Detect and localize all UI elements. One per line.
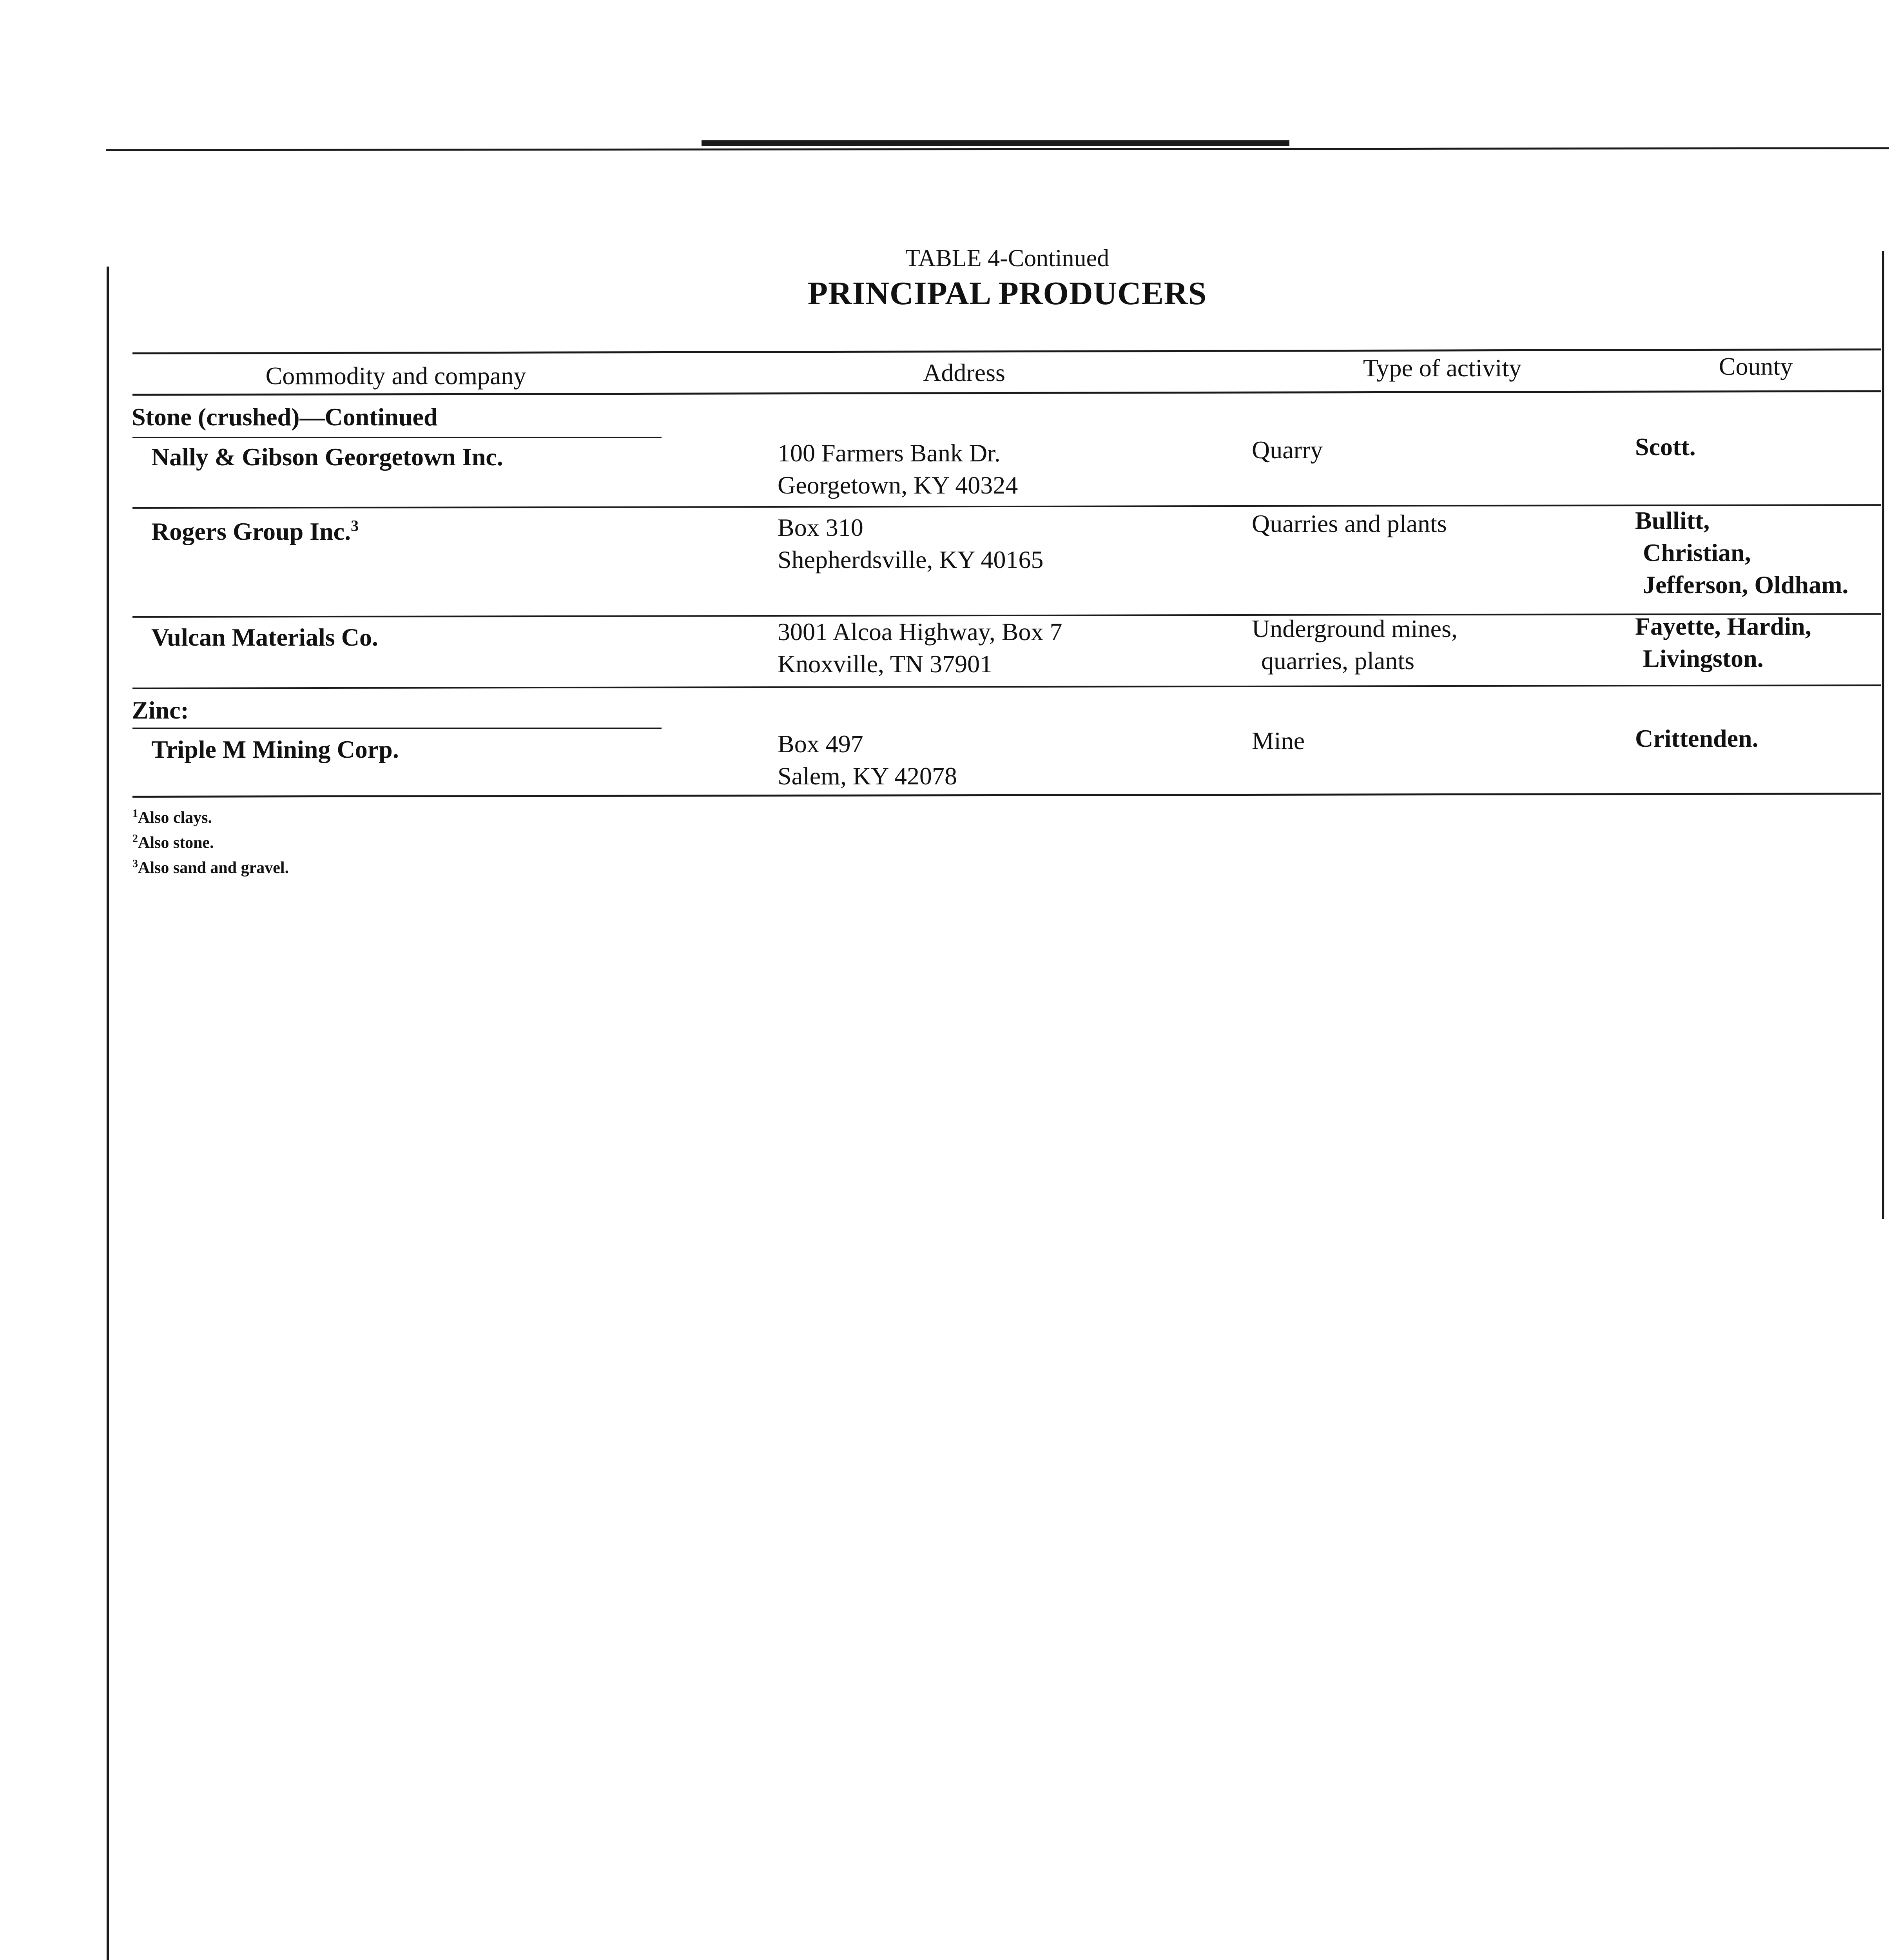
activity-line: Quarry [1252, 436, 1323, 464]
address-line: Shepherdsville, KY 40165 [778, 546, 1044, 573]
county-line: Christian, [1643, 539, 1751, 566]
column-header-activity: Type of activity [1363, 354, 1522, 382]
address-line: Knoxville, TN 37901 [778, 650, 993, 678]
address-line: Box 497 [778, 730, 863, 758]
right-margin-rule [1882, 251, 1884, 1219]
table-label: TABLE 4-Continued [905, 245, 1110, 272]
footnote-3: $^3$Also sand and gravel. [132, 858, 289, 877]
county-line: Scott. [1635, 433, 1696, 461]
category-underline [132, 437, 662, 438]
company-name: Rogers Group Inc.$^3$ [151, 517, 359, 545]
row-separator [132, 504, 1881, 509]
table-bottom-rule [132, 793, 1881, 798]
address-line: Salem, KY 42078 [778, 762, 957, 790]
column-header-bottom-rule [132, 390, 1881, 396]
header-rule-bold [702, 140, 1289, 146]
address-line: 3001 Alcoa Highway, Box 7 [778, 618, 1062, 646]
address-line: Box 310 [778, 514, 863, 541]
footnote-2: $^2$Also stone. [132, 833, 214, 852]
header-rule [106, 147, 1889, 151]
county-line: Fayette, Hardin, [1635, 612, 1811, 640]
category-stone-crushed: Stone (crushed)—Continued [132, 403, 438, 431]
row-separator [132, 684, 1881, 689]
company-name: Vulcan Materials Co. [151, 623, 378, 651]
address-line: 100 Farmers Bank Dr. [778, 439, 1001, 467]
company-name: Triple M Mining Corp. [151, 735, 399, 763]
category-zinc: Zinc: [132, 696, 189, 724]
county-line: Crittenden. [1635, 724, 1759, 752]
column-header-commodity: Commodity and company [265, 362, 526, 390]
category-underline [132, 728, 662, 729]
county-line: Bullitt, [1635, 506, 1710, 534]
column-header-address: Address [923, 359, 1005, 387]
activity-line: Mine [1252, 727, 1305, 755]
address-line: Georgetown, KY 40324 [778, 471, 1018, 499]
company-name: Nally & Gibson Georgetown Inc. [151, 443, 503, 471]
county-line: Jefferson, Oldham. [1643, 571, 1849, 599]
activity-line: Quarries and plants [1252, 510, 1447, 537]
footnote-1: $^1$Also clays. [132, 808, 212, 827]
county-line: Livingston. [1643, 644, 1764, 672]
activity-line: quarries, plants [1261, 647, 1414, 675]
left-margin-rule [107, 267, 109, 1960]
activity-line: Underground mines, [1252, 615, 1458, 642]
column-header-county: County [1719, 352, 1793, 380]
table-title: PRINCIPAL PRODUCERS [807, 275, 1207, 312]
